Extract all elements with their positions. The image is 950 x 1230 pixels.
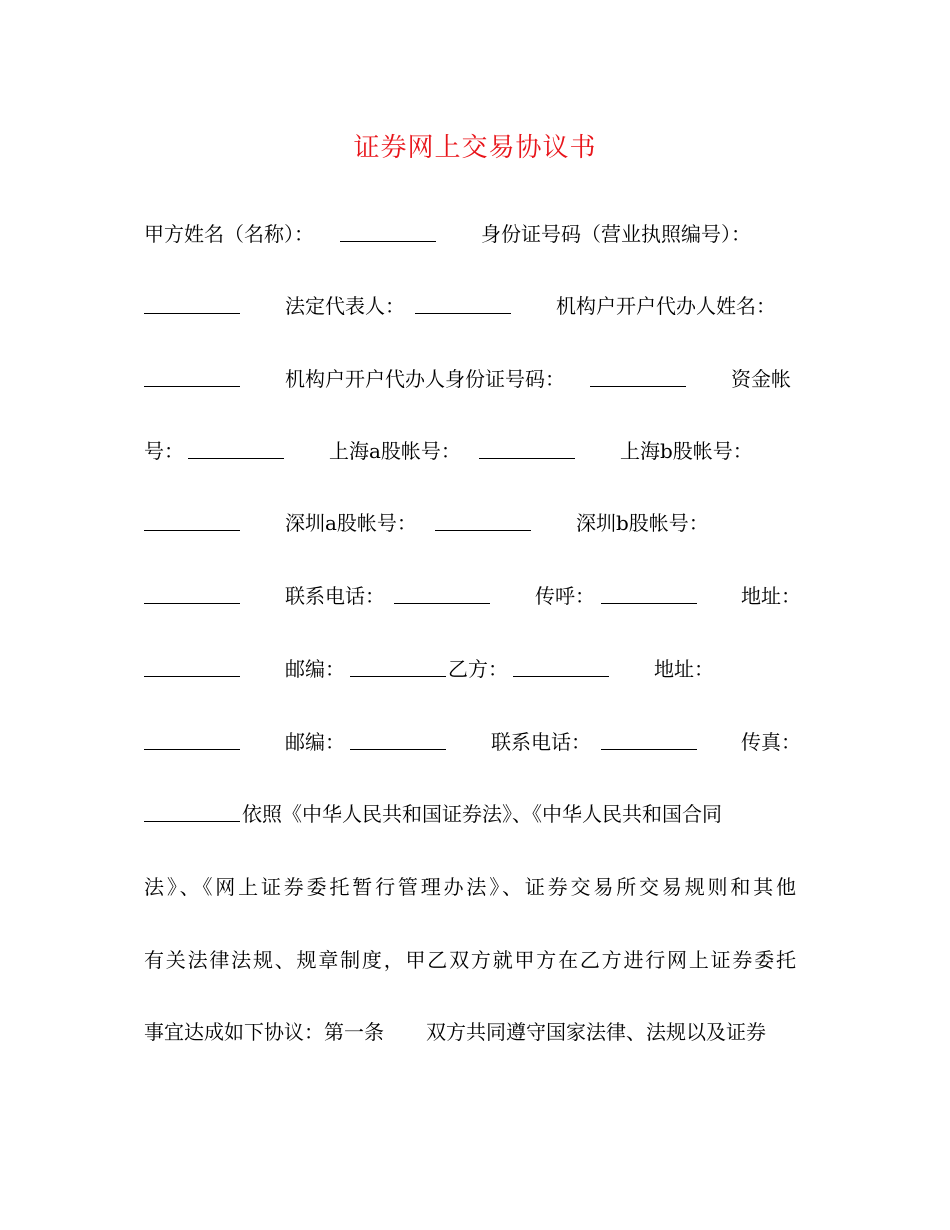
form-line-3 [144, 361, 796, 397]
sh-a-account-label: 上海a股帐号： [329, 439, 461, 463]
agent-id-blank[interactable] [590, 386, 686, 387]
sz-b-account-label: 深圳b股帐号： [576, 511, 709, 535]
body-text-4a: 事宜达成如下协议：第一条 [144, 1020, 384, 1044]
id-number-blank[interactable] [144, 313, 240, 314]
body-text-1: 依照《中华人民共和国证券法》、《中华人民共和国合同 [242, 802, 722, 826]
form-line-5 [144, 505, 796, 541]
form-line-8 [144, 724, 801, 760]
sz-b-account-blank[interactable] [144, 603, 240, 604]
pager-blank[interactable] [601, 603, 697, 604]
agent-name-blank[interactable] [144, 386, 240, 387]
sh-a-account-blank[interactable] [479, 458, 575, 459]
party-b-label: 乙方： [448, 657, 508, 681]
postcode-b-label: 邮编： [285, 730, 345, 754]
address-b-blank[interactable] [144, 749, 240, 750]
legal-rep-label: 法定代表人： [285, 294, 405, 318]
party-a-name-blank[interactable] [340, 241, 436, 242]
address-b-label: 地址： [654, 657, 714, 681]
postcode-blank[interactable] [350, 676, 446, 677]
fax-label: 传真： [741, 730, 801, 754]
body-line-1 [144, 796, 796, 832]
fund-account-label-start: 资金帐 [731, 367, 791, 391]
phone-blank[interactable] [394, 603, 490, 604]
form-line-6 [144, 578, 801, 614]
postcode-b-blank[interactable] [350, 749, 446, 750]
address-blank[interactable] [144, 676, 240, 677]
address-label: 地址： [741, 584, 801, 608]
body-line-4 [144, 1014, 796, 1050]
sz-a-account-blank[interactable] [435, 530, 531, 531]
form-line-1 [144, 216, 796, 252]
body-line-2: 法》、《网上证券委托暂行管理办法》、证券交易所交易规则和其他 [144, 875, 796, 899]
id-number-label: 身份证号码（营业执照编号）： [481, 222, 751, 246]
sh-b-account-blank[interactable] [144, 530, 240, 531]
form-line-4 [144, 433, 796, 469]
sh-b-account-label: 上海b股帐号： [620, 439, 753, 463]
party-a-name-label: 甲方姓名（名称）： [144, 222, 314, 246]
page-title: 证券网上交易协议书 [353, 133, 597, 163]
body-text-4b: 双方共同遵守国家法律、法规以及证券 [426, 1020, 766, 1044]
phone-b-label: 联系电话： [491, 730, 591, 754]
pager-label: 传呼： [535, 584, 595, 608]
sz-a-account-label: 深圳a股帐号： [285, 511, 417, 535]
fund-account-label-end: 号： [144, 439, 184, 463]
form-line-2 [144, 288, 796, 324]
agent-id-label: 机构户开户代办人身份证号码： [285, 367, 565, 391]
fund-account-blank[interactable] [188, 458, 284, 459]
form-line-7 [144, 651, 796, 687]
postcode-label: 邮编： [285, 657, 345, 681]
phone-b-blank[interactable] [601, 749, 697, 750]
phone-label: 联系电话： [285, 584, 385, 608]
agent-name-label: 机构户开户代办人姓名： [556, 294, 776, 318]
fax-blank[interactable] [144, 821, 240, 822]
legal-rep-blank[interactable] [415, 313, 511, 314]
body-line-3: 有关法律法规、规章制度，甲乙双方就甲方在乙方进行网上证券委托 [144, 948, 796, 972]
party-b-blank[interactable] [513, 676, 609, 677]
